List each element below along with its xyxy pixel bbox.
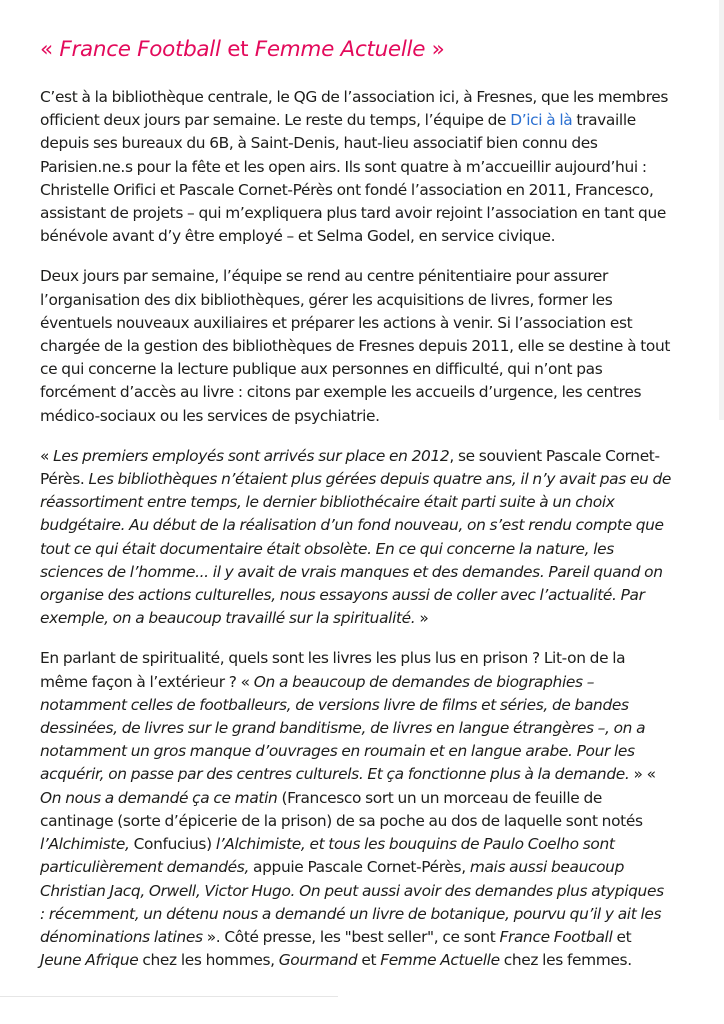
p3-quote-close: » — [415, 609, 429, 628]
p3-italic-2: Les bibliothèques n’étaient plus gérées depuis quatre ans, il n’y avait pas eu de réassortiment entre temps, le dernier bibliothécaire était parti suite à un choix budgétaire. Au début de la réalisation d’un fond nouveau, on s’est rendu compte que tout ce qui était documentaire était obsolète. En ce qui concerne la nature, les sciences de l’homme... il y avait de vrais manques et des demandes. Pareil quand on organise des actions culturelles, nous essayons aussi de coller avec l’actualité. Par exemple, on a beaucoup travaillé sur la spiritualité. — [40, 470, 672, 628]
p4-italic-6: France Football — [499, 927, 613, 946]
article-body — [40, 36, 672, 989]
dici-a-la-link[interactable]: D’ici à là — [510, 111, 573, 130]
section-heading — [40, 36, 672, 64]
scrollbar-track[interactable] — [719, 0, 724, 420]
p4-text-2: » « — [629, 765, 656, 784]
p4-text-7: et — [612, 927, 632, 946]
p4-italic-3: l’Alchimiste, — [40, 835, 130, 854]
p4-text-3: (Francesco sort un un morceau de feuille de cantinage (sorte d’épicerie de la prison) de sa poche au dos de laquelle sont notés — [40, 788, 643, 830]
p4-text-6: ». Côté presse, les "best seller", ce sont — [202, 927, 500, 946]
p4-italic-9: Femme Actuelle — [380, 951, 500, 970]
p1-text-2: travaille depuis ses bureaux du 6B, à Saint-Denis, haut-lieu associatif bien connu des Parisien.ne.s pour la fête et les open airs. Ils sont quatre à m’accueillir aujourd’hui : Christelle Orifici et Pascale Cornet-Pérès ont fondé l’association en 2011, Francesco, assistant de projets – qui m’expliquera plus tard avoir rejoint l’association en tant que bénévole avant d’y être employé – et Selma Godel, en service civique. — [40, 111, 666, 246]
p3-text-1: , se souvient Pascale Cornet-Pérès. — [40, 446, 660, 489]
p3-italic-1: Les premiers employés sont arrivés sur place en 2012 — [53, 446, 450, 465]
p4-text-4: Confucius) — [129, 835, 216, 854]
p4-text-1: En parlant de spiritualité, quels sont les livres les plus lus en prison ? Lit-on de la même façon à l’extérieur ? « — [40, 649, 626, 691]
p1-text-1: C’est à la bibliothèque centrale, le QG de l’association ici, à Fresnes, que les membres officient deux jours par semaine. Le reste du temps, l’équipe de — [40, 88, 669, 130]
p4-italic-1: On a beaucoup de demandes de biographies – notamment celles de footballeurs, de versions livre de films et séries, de bandes dessinées, de livres sur le grand banditisme, de livres en langue étrangères –, on a notamment un gros manque d’ouvrages en roumain et en langue arabe. Pour les acquérir, on passe par des centres culturels. Et ça fonctionne plus à la demande. — [40, 672, 646, 784]
p4-italic-7: Jeune Afrique — [40, 951, 139, 970]
paragraph-2 — [40, 265, 672, 427]
paragraph-1 — [40, 86, 672, 248]
p4-italic-4: l’Alchimiste, et tous les bouquins de Paulo Coelho sont particulièrement demandés, — [40, 835, 615, 877]
p3-quote-open: « — [40, 446, 54, 465]
p4-italic-8: Gourmand — [278, 951, 358, 970]
p4-italic-5: mais aussi beaucoup Christian Jacq, Orwell, Victor Hugo. On peut aussi avoir des demandes plus atypiques : récemment, un détenu nous a demandé un livre de botanique, pourvu qu’il y ait les dénominations latines — [40, 858, 664, 946]
heading-title-2: Femme Actuelle — [254, 37, 426, 62]
bottom-divider — [0, 996, 338, 997]
heading-quote-open: « — [40, 37, 60, 62]
paragraph-3-quote — [40, 445, 672, 631]
p2-text: Deux jours par semaine, l’équipe se rend au centre pénitentiaire pour assurer l’organisation des dix bibliothèques, gérer les acquisitions de livres, former les éventuels nouveaux auxiliaires et préparer les actions à venir. Si l’association est chargée de la gestion des bibliothèques de Fresnes depuis 2011, elle se destine à tout ce qui concerne la lecture publique aux personnes en difficulté, qui n’ont pas forcément d’accès au livre : citons par exemple les accueils d’urgence, les centres médico-sociaux ou les services de psychiatrie. — [40, 267, 671, 425]
heading-quote-close: » — [425, 37, 445, 62]
p4-text-9: et — [357, 951, 381, 970]
heading-title-1: France Football — [59, 37, 221, 62]
p4-text-10: chez les femmes. — [499, 951, 632, 970]
p4-italic-2: On nous a demandé ça ce matin — [40, 788, 278, 807]
paragraph-4 — [40, 647, 672, 972]
p4-text-5: appuie Pascale Cornet-Pérès, — [248, 858, 470, 877]
p4-text-8: chez les hommes, — [138, 951, 279, 970]
heading-joiner: et — [220, 37, 255, 62]
